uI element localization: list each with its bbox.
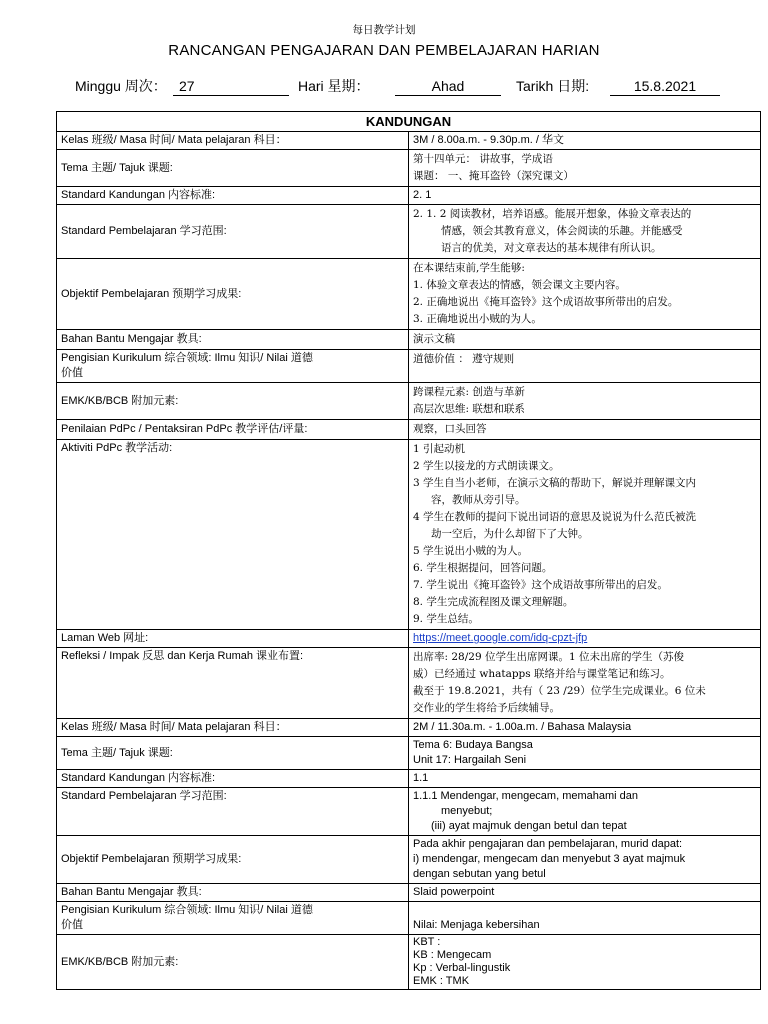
bahan-value: 演示文稿 bbox=[409, 330, 761, 350]
emk-value bbox=[409, 383, 761, 420]
refleksi-line: 出席率: 28/29 位学生出席网课。1 位未出席的学生（苏俊 bbox=[413, 651, 684, 663]
objektif-label: Objektif Pembelajaran 预期学习成果: bbox=[57, 259, 409, 330]
tema-label: Tema 主题/ Tajuk 课题: bbox=[57, 150, 409, 187]
sp-value bbox=[409, 788, 761, 836]
table-row bbox=[57, 902, 761, 935]
tema-value bbox=[409, 737, 761, 770]
table-row bbox=[57, 350, 761, 383]
page-title: RANCANGAN PENGAJARAN DAN PEMBELAJARAN HARIAN bbox=[168, 42, 600, 59]
table-row bbox=[57, 187, 761, 205]
refleksi-line: 威）已经通过 whatapps 联络并给与课堂笔记和练习。 bbox=[413, 668, 671, 680]
meet-link[interactable]: https://meet.google.com/idq-cpzt-jfp bbox=[413, 632, 588, 644]
aktiviti-line: 容，教师从旁引导。 bbox=[431, 494, 526, 506]
sp-line: 1.1.1 Mendengar, mengecam, memahami dan bbox=[413, 790, 639, 802]
table-row bbox=[57, 330, 761, 350]
pengisian-label-line: 价值 bbox=[61, 919, 83, 931]
sp-label: Standard Pembelajaran 学习范围: bbox=[57, 205, 409, 259]
objektif-value bbox=[409, 259, 761, 330]
lesson-table bbox=[56, 111, 761, 990]
refleksi-line: 截至于 19.8.2021，共有（ 23 /29）位学生完成课业。6 位未 bbox=[413, 685, 706, 697]
kelas-value: 2M / 11.30a.m. - 1.00a.m. / Bahasa Malaysia bbox=[409, 719, 761, 737]
aktiviti-line: 5 学生说出小贼的为人。 bbox=[413, 545, 529, 557]
table-row bbox=[57, 935, 761, 990]
objektif-line: 1. 体验文章表达的情感，领会课文主要内容。 bbox=[413, 279, 626, 291]
aktiviti-line: 9. 学生总结。 bbox=[413, 613, 479, 625]
tema-value bbox=[409, 150, 761, 187]
info-row bbox=[0, 76, 768, 100]
penilaian-label: Penilaian PdPc / Pentaksiran PdPc 教学评估/评量: bbox=[57, 420, 409, 440]
kelas-value: 3M / 8.00a.m. - 9.30p.m. / 华文 bbox=[409, 132, 761, 150]
emk-line: KB : Mengecam bbox=[413, 949, 492, 961]
kelas-label: Kelas 班级/ Masa 时间/ Mata pelajaran 科目： bbox=[57, 132, 409, 150]
table-row bbox=[57, 132, 761, 150]
objektif-line: Pada akhir pengajaran dan pembelajaran, murid dapat: bbox=[413, 838, 683, 850]
tema-label: Tema 主题/ Tajuk 课题: bbox=[57, 737, 409, 770]
aktiviti-line: 7. 学生说出《掩耳盗铃》这个成语故事所带出的启发。 bbox=[413, 579, 668, 591]
hari-field[interactable]: Ahad bbox=[395, 78, 501, 96]
objektif-line: i) mendengar, mengecam dan menyebut 3 ayat majmuk bbox=[413, 853, 686, 865]
table-row bbox=[57, 259, 761, 330]
tarikh-label: Tarikh 日期: bbox=[516, 78, 590, 94]
objektif-line: 2. 正确地说出《掩耳盗铃》这个成语故事所带出的启发。 bbox=[413, 296, 679, 308]
kelas-label: Kelas 班级/ Masa 时间/ Mata pelajaran 科目： bbox=[57, 719, 409, 737]
emk-line: KBT : bbox=[413, 936, 441, 948]
table-row bbox=[57, 719, 761, 737]
aktiviti-value bbox=[409, 440, 761, 630]
pengisian-label-line: Pengisian Kurikulum 综合领域: Ilmu 知识/ Nilai 道德 bbox=[61, 904, 313, 916]
table-row bbox=[57, 648, 761, 719]
aktiviti-line: 3 学生自当小老师，在演示文稿的帮助下，解说并理解课文内 bbox=[413, 477, 697, 489]
refleksi-line: 交作业的学生将给予后续辅导。 bbox=[413, 702, 560, 714]
pengisian-label-line: 价值 bbox=[61, 367, 83, 379]
laman-web-label: Laman Web 网址: bbox=[57, 630, 409, 648]
tema-line: 课题： 一、掩耳盗铃（深究课文） bbox=[413, 170, 574, 182]
sp-label: Standard Pembelajaran 学习范围: bbox=[57, 788, 409, 836]
emk-line: Kp : Verbal-lingustik bbox=[413, 962, 511, 974]
objektif-line: 3. 正确地说出小贼的为人。 bbox=[413, 313, 542, 325]
sp-line: (iii) ayat majmuk dengan betul dan tepat bbox=[431, 820, 627, 832]
emk-line: 高层次思维: 联想和联系 bbox=[413, 403, 525, 415]
sp-line: menyebut; bbox=[441, 805, 493, 817]
sk-label: Standard Kandungan 内容标准: bbox=[57, 770, 409, 788]
aktiviti-line: 1 引起动机 bbox=[413, 443, 466, 455]
minggu-label: Minggu 周次： bbox=[75, 78, 167, 94]
refleksi-value bbox=[409, 648, 761, 719]
emk-label: EMK/KB/BCB 附加元素: bbox=[57, 935, 409, 990]
objektif-line: 在本课结束前,学生能够: bbox=[413, 262, 525, 274]
aktiviti-line: 8. 学生完成流程图及课文理解题。 bbox=[413, 596, 574, 608]
table-row bbox=[57, 737, 761, 770]
sp-line: 情感，领会其教育意义，体会阅读的乐趣。并能感受 bbox=[441, 225, 683, 237]
pengisian-label bbox=[57, 902, 409, 935]
penilaian-value: 观察，口头回答 bbox=[409, 420, 761, 440]
pengisian-value: Nilai: Menjaga kebersihan bbox=[409, 902, 761, 935]
tema-line: Unit 17: Hargailah Seni bbox=[413, 754, 527, 766]
bahan-label: Bahan Bantu Mengajar 教具: bbox=[57, 330, 409, 350]
emk-line: EMK : TMK bbox=[413, 975, 470, 987]
aktiviti-line: 6. 学生根据提问，回答问题。 bbox=[413, 562, 553, 574]
table-row bbox=[57, 770, 761, 788]
pengisian-label-line: Pengisian Kurikulum 综合领域: Ilmu 知识/ Nilai 道德 bbox=[61, 352, 313, 364]
sp-line: 2. 1. 2 阅读教材，培养语感。能展开想象，体验文章表达的 bbox=[413, 208, 692, 220]
sk-label: Standard Kandungan 内容标准: bbox=[57, 187, 409, 205]
objektif-line: dengan sebutan yang betul bbox=[413, 868, 546, 880]
minggu-field[interactable]: 27 bbox=[173, 78, 289, 96]
table-row bbox=[57, 630, 761, 648]
sk-value: 1.1 bbox=[409, 770, 761, 788]
table-header-row bbox=[57, 112, 761, 132]
hari-label: Hari 星期： bbox=[298, 78, 370, 94]
emk-line: 跨课程元素: 创造与革新 bbox=[413, 386, 525, 398]
sp-value bbox=[409, 205, 761, 259]
table-row bbox=[57, 836, 761, 884]
table-row bbox=[57, 205, 761, 259]
emk-label: EMK/KB/BCB 附加元素: bbox=[57, 383, 409, 420]
pengisian-value: 道德价值 ： 遵守规则 bbox=[409, 350, 761, 383]
aktiviti-line: 2 学生以接龙的方式朗读课文。 bbox=[413, 460, 560, 472]
objektif-value bbox=[409, 836, 761, 884]
pengisian-label bbox=[57, 350, 409, 383]
sp-line: 语言的优美，对文章表达的基本规律有所认识。 bbox=[441, 242, 662, 254]
table-row bbox=[57, 788, 761, 836]
table-row bbox=[57, 420, 761, 440]
tarikh-field[interactable]: 15.8.2021 bbox=[610, 78, 720, 96]
aktiviti-label: Aktiviti PdPc 教学活动: bbox=[57, 440, 409, 630]
title-chinese: 每日教学计划 bbox=[352, 24, 416, 36]
table-row bbox=[57, 383, 761, 420]
tema-line: Tema 6: Budaya Bangsa bbox=[413, 739, 533, 751]
bahan-value: Slaid powerpoint bbox=[409, 884, 761, 902]
sk-value: 2. 1 bbox=[409, 187, 761, 205]
table-row bbox=[57, 440, 761, 630]
table-row bbox=[57, 150, 761, 187]
tema-line: 第十四单元： 讲故事，学成语 bbox=[413, 153, 553, 165]
table-row bbox=[57, 884, 761, 902]
emk-value bbox=[409, 935, 761, 990]
refleksi-label: Refleksi / Impak 反思 dan Kerja Rumah 课业布置: bbox=[57, 648, 409, 719]
objektif-label: Objektif Pembelajaran 预期学习成果: bbox=[57, 836, 409, 884]
aktiviti-line: 4 学生在教师的提问下说出词语的意思及说说为什么范氏被洗 bbox=[413, 511, 697, 523]
laman-web-value bbox=[409, 630, 761, 648]
bahan-label: Bahan Bantu Mengajar 教具: bbox=[57, 884, 409, 902]
aktiviti-line: 劫一空后，为什么却留下了大钟。 bbox=[431, 528, 589, 540]
table-title: KANDUNGAN bbox=[57, 112, 761, 132]
